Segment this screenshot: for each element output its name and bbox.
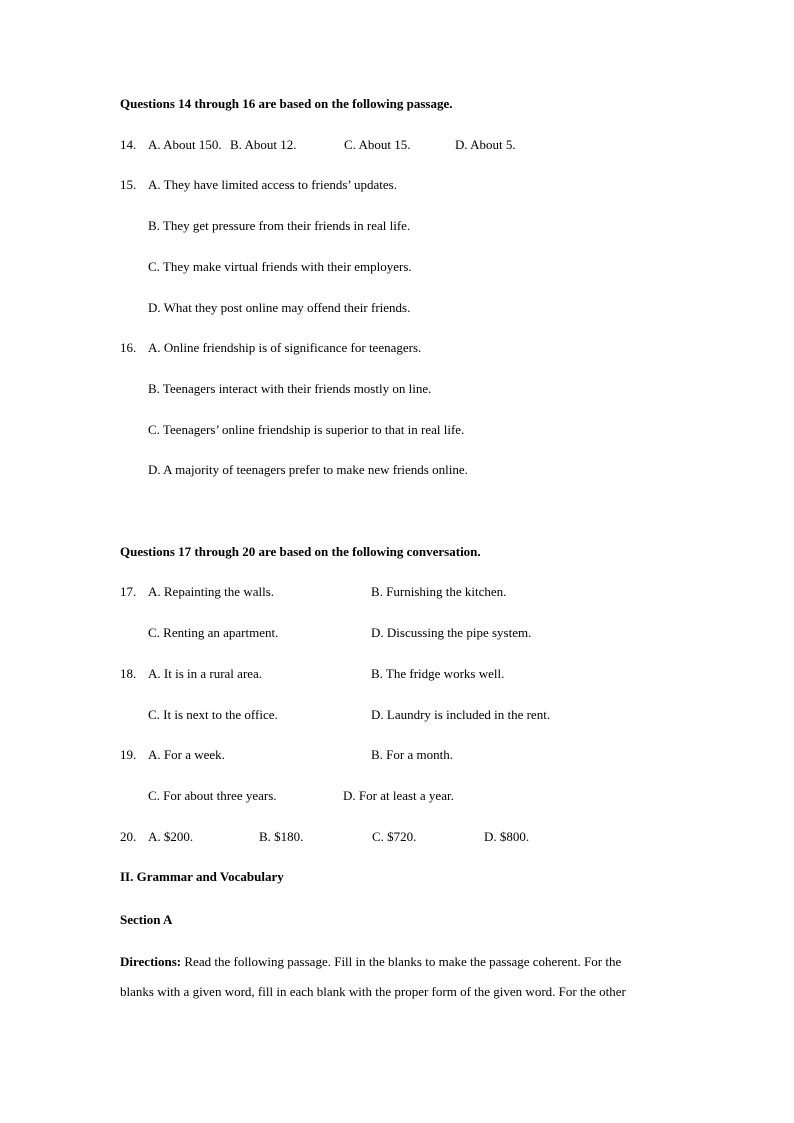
q17-option-c: C. Renting an apartment. <box>148 625 279 640</box>
q14-option-c: C. About 15. <box>344 137 411 152</box>
question-number-17: 17. <box>120 584 137 599</box>
q16-option-a: A. Online friendship is of significance for teenagers. <box>148 340 422 355</box>
directions-line-1 <box>120 954 676 970</box>
question-number-19: 19. <box>120 747 137 762</box>
question-number-20: 20. <box>120 829 137 844</box>
q14-option-a: A. About 150. <box>148 137 222 152</box>
section-heading-passage: Questions 14 through 16 are based on the following passage. <box>120 96 453 111</box>
q15-option-c: C. They make virtual friends with their employers. <box>148 259 412 274</box>
question-number-16: 16. <box>120 340 137 355</box>
q18-option-c: C. It is next to the office. <box>148 707 278 722</box>
q16-option-d: D. A majority of teenagers prefer to make new friends online. <box>148 462 468 477</box>
q18-option-d: D. Laundry is included in the rent. <box>371 707 551 722</box>
q20-option-d: D. $800. <box>484 829 530 844</box>
directions-line-2: blanks with a given word, fill in each blank with the proper form of the given word. For the other <box>120 984 626 999</box>
question-number-18: 18. <box>120 666 137 681</box>
q14-option-b: B. About 12. <box>230 137 297 152</box>
q17-option-a: A. Repainting the walls. <box>148 584 275 599</box>
q19-option-c: C. For about three years. <box>148 788 277 803</box>
directions-text-1: Read the following passage. Fill in the blanks to make the passage coherent. For the <box>181 954 622 969</box>
q16-option-c: C. Teenagers’ online friendship is superior to that in real life. <box>148 422 465 437</box>
q19-option-a: A. For a week. <box>148 747 225 762</box>
directions-label: Directions: <box>120 954 182 969</box>
q20-option-b: B. $180. <box>259 829 304 844</box>
q15-option-d: D. What they post online may offend their friends. <box>148 300 411 315</box>
q16-option-b: B. Teenagers interact with their friends mostly on line. <box>148 381 432 396</box>
question-number-14: 14. <box>120 137 137 152</box>
question-number-15: 15. <box>120 177 137 192</box>
q18-option-b: B. The fridge works well. <box>371 666 505 681</box>
q17-option-d: D. Discussing the pipe system. <box>371 625 532 640</box>
part-title: II. Grammar and Vocabulary <box>120 869 284 884</box>
q14-option-d: D. About 5. <box>455 137 516 152</box>
section-title: Section A <box>120 912 173 927</box>
q20-option-c: C. $720. <box>372 829 417 844</box>
q19-option-d: D. For at least a year. <box>343 788 454 803</box>
q20-option-a: A. $200. <box>148 829 194 844</box>
q15-option-a: A. They have limited access to friends’ updates. <box>148 177 397 192</box>
q19-option-b: B. For a month. <box>371 747 453 762</box>
q17-option-b: B. Furnishing the kitchen. <box>371 584 507 599</box>
q18-option-a: A. It is in a rural area. <box>148 666 263 681</box>
section-heading-conversation: Questions 17 through 20 are based on the following conversation. <box>120 544 481 559</box>
q15-option-b: B. They get pressure from their friends in real life. <box>148 218 411 233</box>
